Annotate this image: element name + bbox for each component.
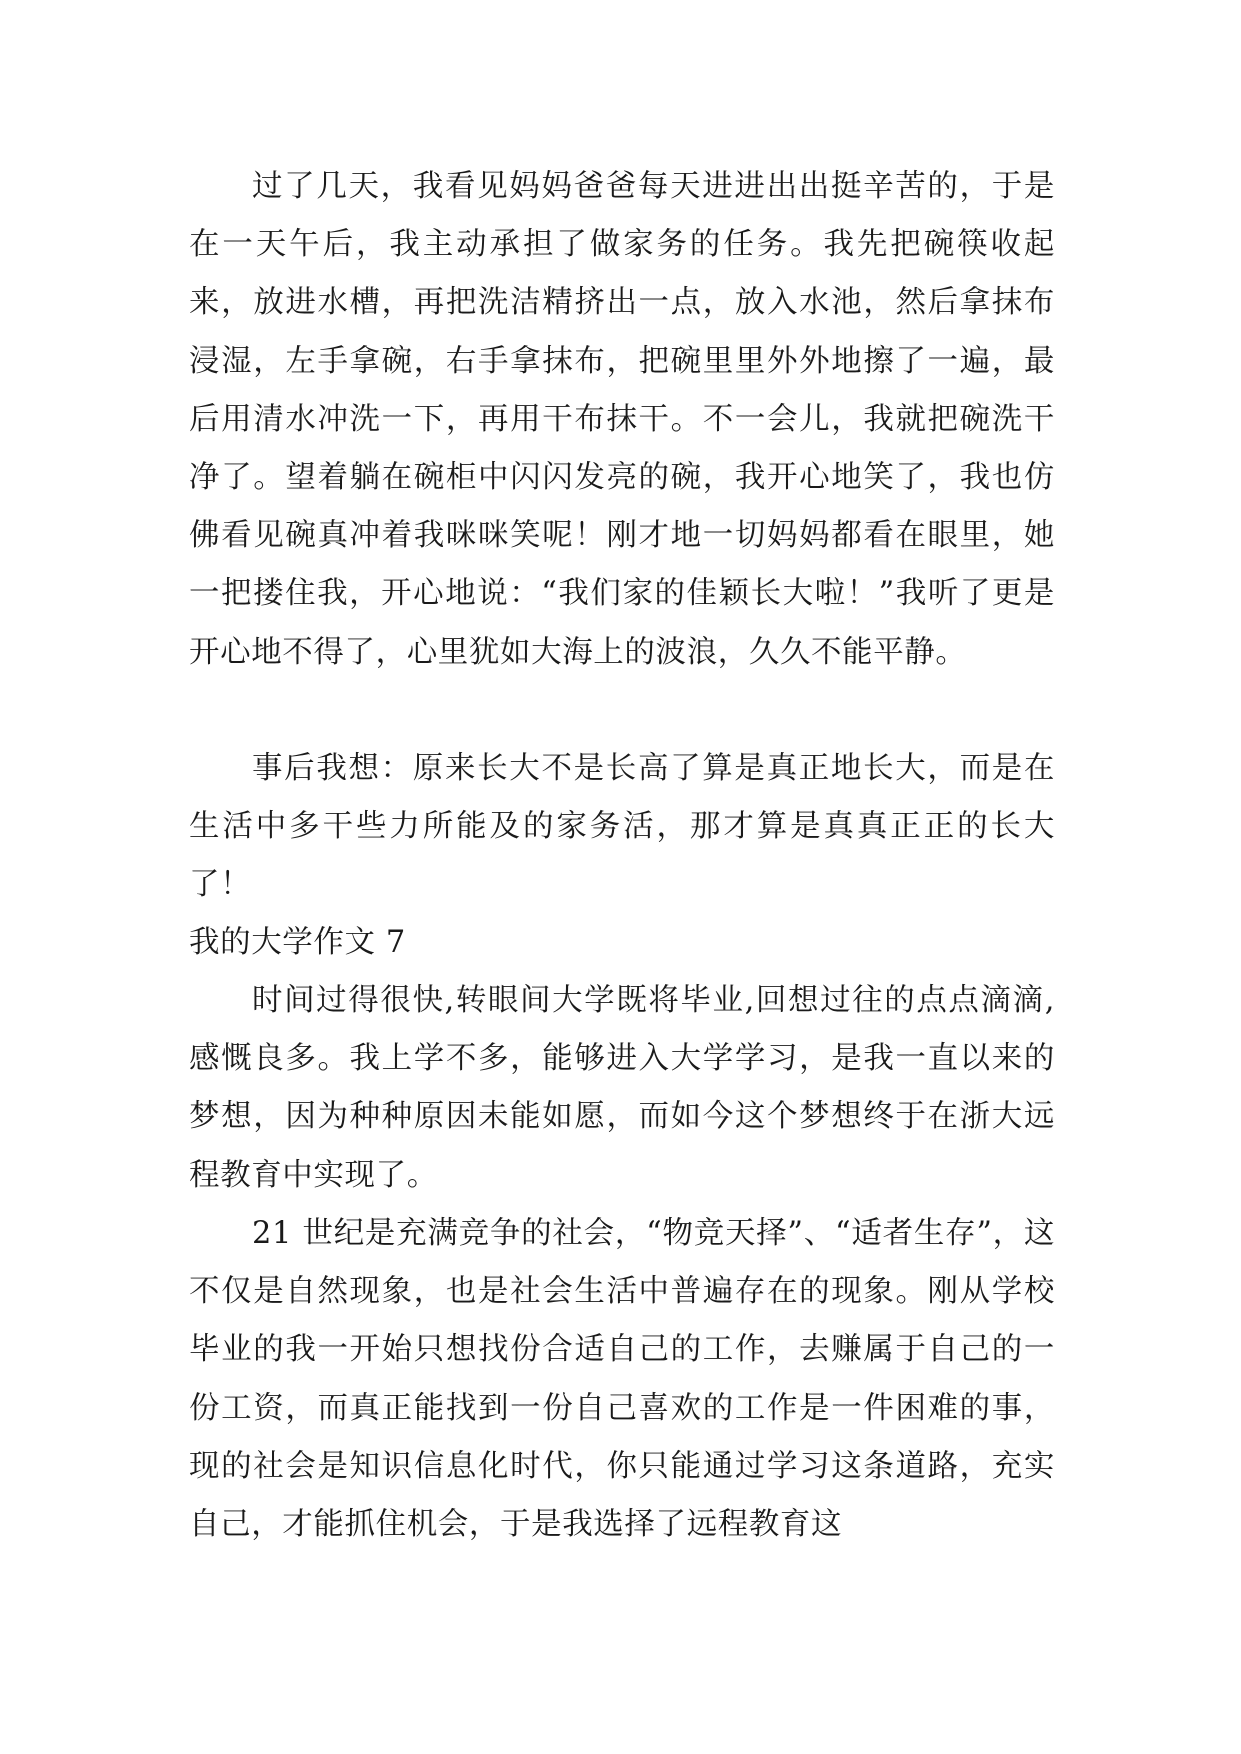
section-heading: 我的大学作文 7: [189, 925, 406, 960]
body-paragraph: 过了几天，我看见妈妈爸爸每天进进出出挺辛苦的，于是在一天午后，我主动承担了做家务的任务。我先把碗筷收起来，放进水槽，再把洗洁精挤出一点，放入水池，然后拿抹布浸湿，左手拿碗，右手拿抹布，把碗里里外外地擦了一遍，最后用清水冲洗一下，再用干布抹干。不一会儿，我就把碗洗干净了。望着躺在碗柜中闪闪发亮的碗，我开心地笑了，我也仿佛看见碗真冲着我咪咪笑呢！刚才地一切妈妈都看在眼里，她一把搂住我，开心地说：“我们家的佳颖长大啦！”我听了更是开心地不得了，心里犹如大海上的波浪，久久不能平静。: [189, 169, 1055, 670]
body-paragraph: 21 世纪是充满竞争的社会，“物竞天择”、“适者生存”，这不仅是自然现象，也是社会生活中普遍存在的现象。刚从学校毕业的我一开始只想找份合适自己的工作，去赚属于自己的一份工资，而真正能找到一份自己喜欢的工作是一件困难的事，现的社会是知识信息化时代，你只能通过学习这条道路，充实自己，才能抓住机会，于是我选择了远程教育这: [189, 1216, 1055, 1543]
body-paragraph: 事后我想：原来长大不是长高了算是真正地长大，而是在生活中多干些力所能及的家务活，那才算是真真正正的长大了！: [189, 751, 1055, 903]
body-paragraph: 时间过得很快,转眼间大学既将毕业,回想过往的点点滴滴,感慨良多。我上学不多，能够进入大学学习，是我一直以来的梦想，因为种种原因未能如愿，而如今这个梦想终于在浙大远程教育中实现了。: [189, 983, 1055, 1193]
